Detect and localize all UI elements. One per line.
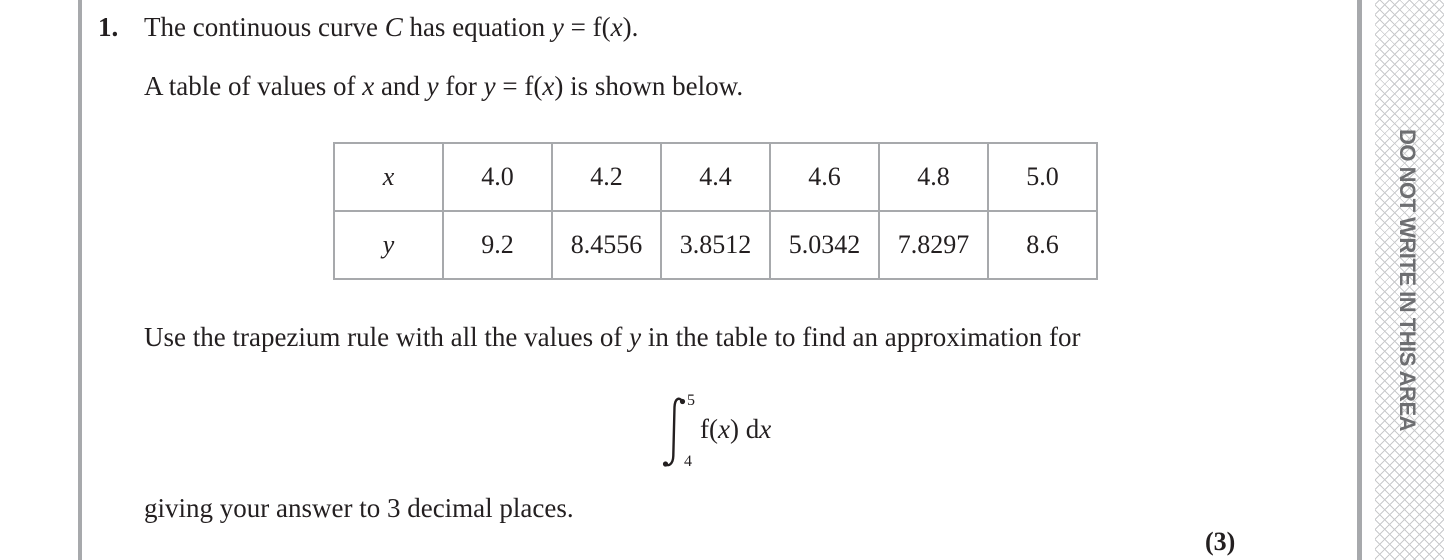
integrand-var: x xyxy=(717,414,730,444)
instruction-y: y xyxy=(629,322,642,352)
values-table xyxy=(333,142,1098,280)
integral-upper-limit: 5 xyxy=(687,392,695,409)
eq-x: x xyxy=(610,12,623,42)
table-cell: 4.8 xyxy=(879,143,988,211)
integrand xyxy=(700,414,771,445)
intro-text-1: The continuous curve xyxy=(144,12,385,42)
instruction-text-2: in the table to find an approximation for xyxy=(641,322,1081,352)
table-cell: 9.2 xyxy=(443,211,552,279)
eq-y: y xyxy=(551,12,564,42)
table-intro-3: for xyxy=(438,71,484,101)
question-intro xyxy=(144,12,638,43)
eq-end: ). xyxy=(622,12,639,42)
table-intro-x: x xyxy=(362,71,375,101)
table-cell: 4.0 xyxy=(443,143,552,211)
table-row-y xyxy=(334,211,1097,279)
table-intro-y: y xyxy=(426,71,439,101)
row-label-x: x xyxy=(334,143,443,211)
table-intro-5: ) is shown below. xyxy=(554,71,744,101)
marks-allocation: (3) xyxy=(1205,527,1236,556)
table-cell: 8.4556 xyxy=(552,211,661,279)
instruction-text-1: Use the trapezium rule with all the values of xyxy=(144,322,630,352)
integrand-f-close: ) d xyxy=(729,414,760,444)
table-cell: 7.8297 xyxy=(879,211,988,279)
integral-lower-limit: 4 xyxy=(684,453,692,470)
table-cell: 3.8512 xyxy=(661,211,770,279)
table-cell: 5.0 xyxy=(988,143,1097,211)
integral-sign-icon xyxy=(662,394,686,470)
table-cell: 4.6 xyxy=(770,143,879,211)
question-number: 1. xyxy=(98,12,119,42)
table-intro-2: and xyxy=(374,71,427,101)
right-margin-rule xyxy=(1357,0,1362,560)
integrand-dvar: x xyxy=(759,414,772,444)
row-label-y: y xyxy=(334,211,443,279)
table-intro xyxy=(144,71,743,102)
table-intro-y2: y xyxy=(483,71,496,101)
instruction xyxy=(144,322,1080,353)
table-intro-1: A table of values of xyxy=(144,71,363,101)
curve-name: C xyxy=(384,12,403,42)
closing-instruction: giving your answer to 3 decimal places. xyxy=(144,493,574,523)
intro-text-2: has equation xyxy=(402,12,552,42)
table-intro-x2: x xyxy=(542,71,555,101)
eq-rest: = f( xyxy=(563,12,611,42)
table-cell: 8.6 xyxy=(988,211,1097,279)
table-cell: 4.2 xyxy=(552,143,661,211)
integral-expression xyxy=(662,392,802,472)
left-margin-rule xyxy=(78,0,82,560)
table-cell: 5.0342 xyxy=(770,211,879,279)
margin-notice: DO NOT WRITE IN THIS AREA xyxy=(1395,128,1420,432)
table-intro-4: = f( xyxy=(495,71,543,101)
table-cell: 4.4 xyxy=(661,143,770,211)
integrand-f-open: f( xyxy=(700,414,718,444)
table-row-x xyxy=(334,143,1097,211)
